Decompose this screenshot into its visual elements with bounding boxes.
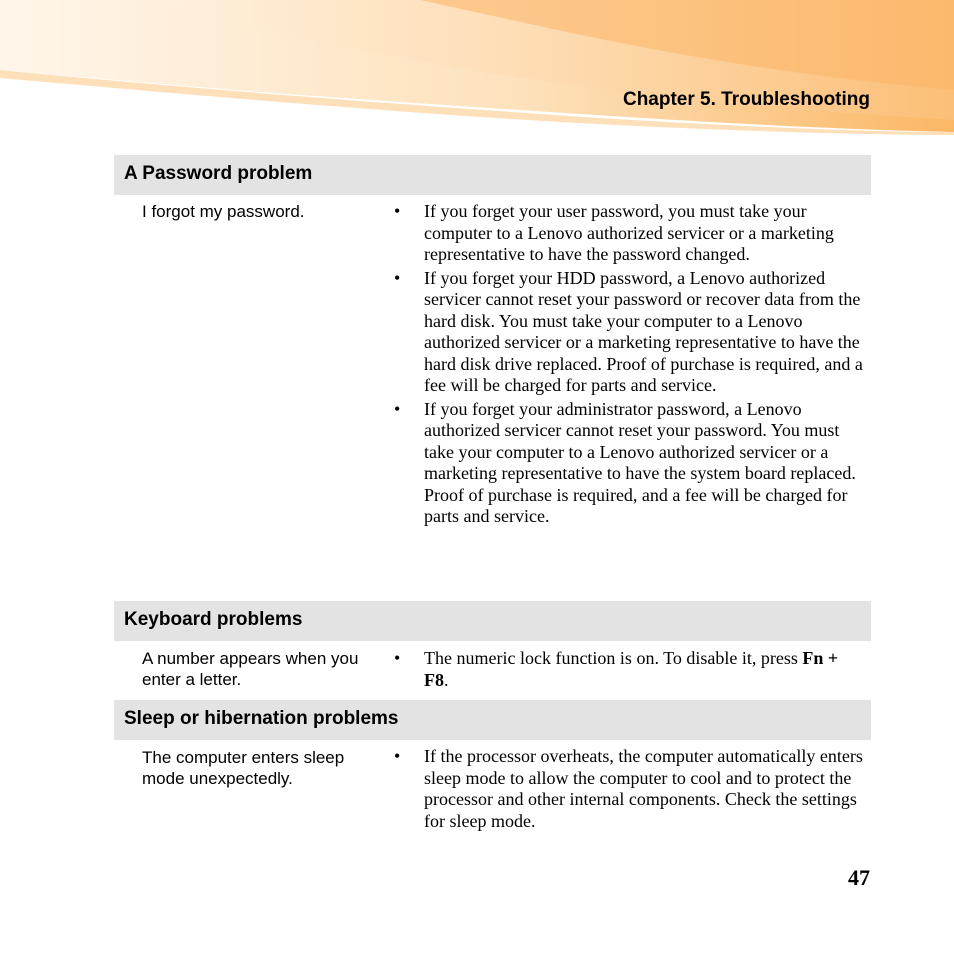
chapter-heading: Chapter 5. Troubleshooting <box>622 89 870 110</box>
solution-list <box>394 648 864 693</box>
header-decoration <box>0 0 954 140</box>
key-combo: Fn + F8 <box>424 648 839 690</box>
bullet-icon: • <box>394 648 401 668</box>
section-title: A Password problem <box>124 163 313 184</box>
solution-list <box>394 746 864 834</box>
section-header-keyboard <box>114 601 871 641</box>
bullet-icon: • <box>394 398 401 419</box>
solution-item: • If you forget your user password, you must take your computer to a Lenovo authorized servicer or a marketing representative to have the password changed. <box>394 201 834 264</box>
problem-label: A number appears when you enter a letter. <box>142 649 359 689</box>
solution-item: • If you forget your administrator password, a Lenovo authorized servicer cannot reset your password. You must take your computer to a Lenovo authorized servicer or a marketing representative to have the system board replaced. Proof of purchase is required, and a fee will be charged for parts and service. <box>394 398 856 526</box>
section-header-password <box>114 155 871 195</box>
problem-label: The computer enters sleep mode unexpectedly. <box>142 748 345 788</box>
problem-label: I forgot my password. <box>142 202 305 221</box>
page-number: 47 <box>848 865 870 890</box>
section-header-sleep <box>114 700 871 740</box>
section-title: Sleep or hibernation problems <box>124 708 399 729</box>
bullet-icon: • <box>394 267 401 288</box>
solution-list <box>394 201 864 530</box>
bullet-icon: • <box>394 746 401 766</box>
solution-item: • If the processor overheats, the computer automatically enters sleep mode to allow the computer to cool and to protect the processor and other internal components. Check the settings for sleep mode. <box>394 746 863 831</box>
solution-item: • The numeric lock function is on. To disable it, press Fn + F8. <box>394 648 839 690</box>
bullet-icon: • <box>394 201 401 221</box>
section-title: Keyboard problems <box>124 609 303 630</box>
solution-item: • If you forget your HDD password, a Lenovo authorized servicer cannot reset your password or recover data from the hard disk. You must take your computer to a Lenovo authorized servicer or a marketing representative to have the hard disk drive replaced. Proof of purchase is required, and a fee will be charged for parts and service. <box>394 267 863 395</box>
